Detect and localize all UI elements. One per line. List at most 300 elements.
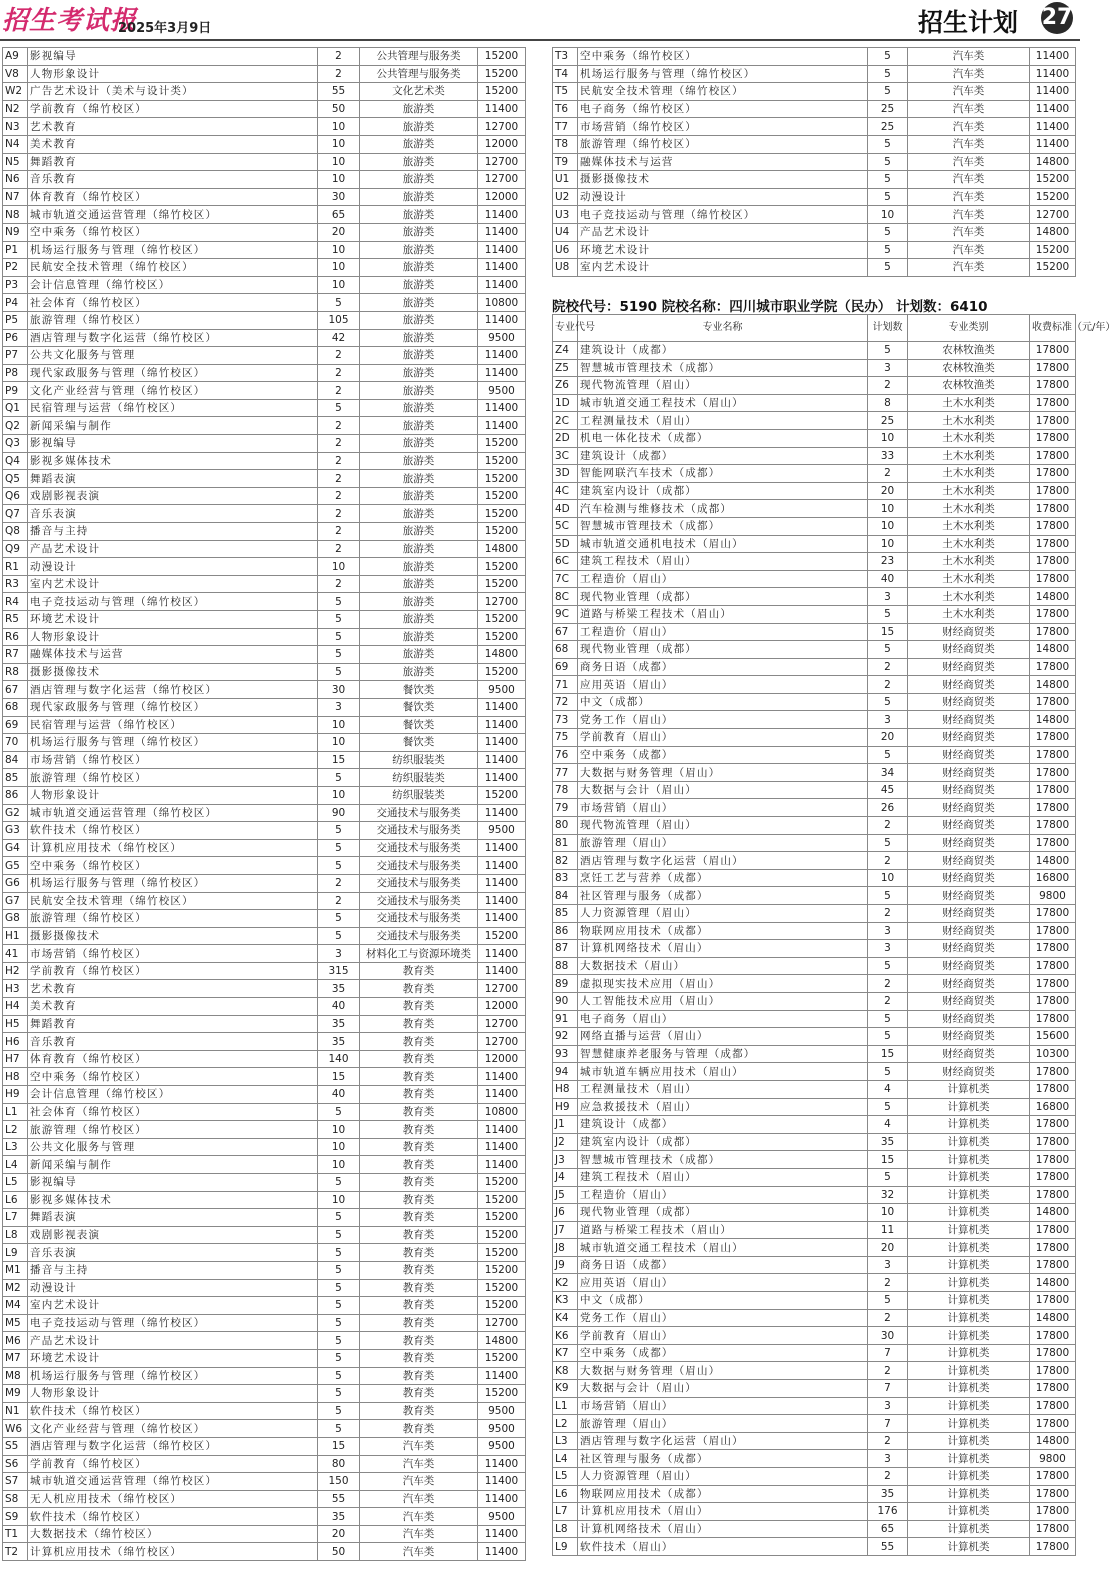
cell-code: 9C — [553, 605, 578, 623]
cell-code: K3 — [553, 1292, 578, 1310]
cell-code: M1 — [3, 1261, 28, 1279]
cell-fee: 17800 — [1030, 905, 1076, 923]
cell-category: 财经商贸类 — [908, 852, 1030, 870]
cell-fee: 12700 — [478, 593, 526, 611]
cell-code: Q4 — [3, 452, 28, 470]
cell-fee: 12700 — [1030, 206, 1076, 224]
cell-fee: 11400 — [478, 804, 526, 822]
table-row — [553, 676, 1076, 694]
cell-category: 财经商贸类 — [908, 693, 1030, 711]
table-row — [3, 980, 526, 998]
cell-count: 5 — [318, 1279, 360, 1297]
cell-code: H8 — [3, 1068, 28, 1086]
cell-count: 10 — [868, 869, 908, 887]
cell-count: 5 — [868, 241, 908, 259]
table-row — [3, 1209, 526, 1227]
cell-name: 产品艺术设计 — [28, 1332, 318, 1350]
cell-category: 教育类 — [360, 1332, 478, 1350]
cell-category: 财经商贸类 — [908, 1028, 1030, 1046]
cell-category: 计算机类 — [908, 1538, 1030, 1556]
cell-code: M8 — [3, 1367, 28, 1385]
cell-category: 教育类 — [360, 1349, 478, 1367]
table-row — [3, 1103, 526, 1121]
cell-name: 环境艺术设计 — [28, 611, 318, 629]
cell-name: 智慧健康养老服务与管理（成都） — [578, 1045, 868, 1063]
cell-code: 88 — [553, 957, 578, 975]
table-row — [553, 570, 1076, 588]
cell-category: 交通技术与服务类 — [360, 874, 478, 892]
table-row — [3, 435, 526, 453]
cell-name: 应用英语（眉山） — [578, 676, 868, 694]
cell-category: 计算机类 — [908, 1168, 1030, 1186]
cell-name: 空中乘务（成都） — [578, 746, 868, 764]
cell-count: 2 — [868, 905, 908, 923]
cell-category: 财经商贸类 — [908, 1045, 1030, 1063]
cell-count: 65 — [318, 206, 360, 224]
table-row — [553, 764, 1076, 782]
header-category: 专业类别 — [908, 315, 1030, 342]
enrollment-table-left — [2, 47, 526, 1561]
cell-code: U2 — [553, 188, 578, 206]
cell-count: 5 — [318, 769, 360, 787]
cell-category: 旅游类 — [360, 470, 478, 488]
cell-category: 教育类 — [360, 1314, 478, 1332]
cell-count: 35 — [318, 1508, 360, 1526]
cell-code: H7 — [3, 1050, 28, 1068]
cell-count: 5 — [868, 188, 908, 206]
cell-count: 2 — [318, 470, 360, 488]
cell-category: 教育类 — [360, 1050, 478, 1068]
cell-category: 财经商贸类 — [908, 658, 1030, 676]
cell-fee: 17800 — [1030, 1080, 1076, 1098]
cell-fee: 11400 — [1030, 48, 1076, 66]
table-row — [3, 1015, 526, 1033]
cell-fee: 15200 — [478, 1226, 526, 1244]
cell-name: 舞蹈表演 — [28, 1209, 318, 1227]
cell-code: L4 — [3, 1156, 28, 1174]
cell-code: 91 — [553, 1010, 578, 1028]
cell-code: Q2 — [3, 417, 28, 435]
cell-fee: 15200 — [478, 927, 526, 945]
cell-fee: 17800 — [1030, 429, 1076, 447]
table-row — [553, 658, 1076, 676]
cell-name: 无人机应用技术（绵竹校区） — [28, 1490, 318, 1508]
cell-name: 商务日语（成都） — [578, 1256, 868, 1274]
cell-category: 土木水利类 — [908, 553, 1030, 571]
table-row — [3, 1402, 526, 1420]
cell-name: 现代物流管理（眉山） — [578, 377, 868, 395]
table-row — [3, 628, 526, 646]
cell-fee: 17800 — [1030, 535, 1076, 553]
table-row — [553, 869, 1076, 887]
cell-category: 旅游类 — [360, 628, 478, 646]
cell-fee: 17800 — [1030, 623, 1076, 641]
cell-category: 财经商贸类 — [908, 623, 1030, 641]
cell-count: 2 — [868, 1432, 908, 1450]
cell-count: 2 — [868, 1309, 908, 1327]
cell-count: 7 — [868, 1380, 908, 1398]
cell-name: 工程造价（眉山） — [578, 1186, 868, 1204]
cell-fee: 10800 — [478, 294, 526, 312]
cell-category: 计算机类 — [908, 1344, 1030, 1362]
cell-count: 5 — [318, 1314, 360, 1332]
cell-code: J9 — [553, 1256, 578, 1274]
cell-count: 30 — [868, 1327, 908, 1345]
cell-category: 计算机类 — [908, 1133, 1030, 1151]
cell-name: 新闻采编与制作 — [28, 417, 318, 435]
cell-name: 文化产业经营与管理（绵竹校区） — [28, 1420, 318, 1438]
cell-count: 315 — [318, 962, 360, 980]
cell-count: 7 — [868, 1415, 908, 1433]
cell-name: 音乐教育 — [28, 1033, 318, 1051]
cell-name: 计算机应用技术（眉山） — [578, 1503, 868, 1521]
table-row — [3, 83, 526, 101]
cell-category: 旅游类 — [360, 206, 478, 224]
cell-code: N6 — [3, 171, 28, 189]
cell-fee: 11400 — [478, 698, 526, 716]
cell-name: 室内艺术设计 — [28, 1297, 318, 1315]
cell-category: 旅游类 — [360, 347, 478, 365]
cell-category: 旅游类 — [360, 593, 478, 611]
cell-category: 交通技术与服务类 — [360, 927, 478, 945]
header-count: 计划数 — [868, 315, 908, 342]
cell-name: 艺术教育 — [28, 118, 318, 136]
cell-code: G3 — [3, 822, 28, 840]
cell-code: T2 — [3, 1543, 28, 1561]
cell-category: 汽车类 — [908, 206, 1030, 224]
cell-count: 3 — [868, 588, 908, 606]
table-row — [3, 311, 526, 329]
table-row — [553, 223, 1076, 241]
cell-category: 纺织服装类 — [360, 786, 478, 804]
cell-name: 建筑工程技术（眉山） — [578, 1168, 868, 1186]
cell-name: 空中乘务（绵竹校区） — [28, 1068, 318, 1086]
table-row — [553, 623, 1076, 641]
cell-fee: 11400 — [478, 100, 526, 118]
cell-code: L4 — [553, 1450, 578, 1468]
cell-code: 4D — [553, 500, 578, 518]
cell-name: 旅游管理（绵竹校区） — [28, 1121, 318, 1139]
cell-name: 大数据技术（绵竹校区） — [28, 1525, 318, 1543]
cell-code: 78 — [553, 781, 578, 799]
table-row — [3, 698, 526, 716]
cell-category: 教育类 — [360, 1033, 478, 1051]
table-row — [553, 1221, 1076, 1239]
cell-fee: 15200 — [478, 1209, 526, 1227]
cell-code: 3D — [553, 465, 578, 483]
cell-code: N1 — [3, 1402, 28, 1420]
cell-count: 5 — [318, 294, 360, 312]
cell-code: 80 — [553, 817, 578, 835]
cell-fee: 15200 — [478, 1349, 526, 1367]
cell-category: 材料化工与资源环境类 — [360, 945, 478, 963]
cell-count: 34 — [868, 764, 908, 782]
cell-name: 电子竞技运动与管理（绵竹校区） — [28, 1314, 318, 1332]
cell-name: 空中乘务（成都） — [578, 1344, 868, 1362]
cell-count: 90 — [318, 804, 360, 822]
table-row — [3, 347, 526, 365]
cell-fee: 17800 — [1030, 377, 1076, 395]
cell-name: 旅游管理（绵竹校区） — [28, 769, 318, 787]
cell-name: 机场运行服务与管理（绵竹校区） — [28, 1367, 318, 1385]
cell-name: 旅游管理（绵竹校区） — [28, 910, 318, 928]
cell-category: 教育类 — [360, 1138, 478, 1156]
table-row — [553, 465, 1076, 483]
cell-code: J7 — [553, 1221, 578, 1239]
header-name: 专业名称 — [578, 315, 868, 342]
table-row — [553, 241, 1076, 259]
cell-category: 教育类 — [360, 1191, 478, 1209]
table-row — [3, 1297, 526, 1315]
cell-code: 79 — [553, 799, 578, 817]
cell-fee: 12700 — [478, 171, 526, 189]
cell-category: 计算机类 — [908, 1098, 1030, 1116]
table-row — [553, 553, 1076, 571]
cell-fee: 11400 — [1030, 135, 1076, 153]
cell-category: 财经商贸类 — [908, 975, 1030, 993]
cell-category: 财经商贸类 — [908, 641, 1030, 659]
cell-category: 旅游类 — [360, 364, 478, 382]
cell-category: 教育类 — [360, 1086, 478, 1104]
cell-fee: 17800 — [1030, 781, 1076, 799]
table-row — [553, 48, 1076, 66]
cell-name: 软件技术（绵竹校区） — [28, 822, 318, 840]
cell-fee: 14800 — [1030, 223, 1076, 241]
cell-category: 教育类 — [360, 1402, 478, 1420]
cell-code: 93 — [553, 1045, 578, 1063]
table-row — [553, 482, 1076, 500]
cell-fee: 17800 — [1030, 1415, 1076, 1433]
cell-count: 30 — [318, 681, 360, 699]
cell-fee: 11400 — [478, 1525, 526, 1543]
cell-name: 播音与主持 — [28, 1261, 318, 1279]
cell-category: 汽车类 — [908, 100, 1030, 118]
cell-count: 3 — [318, 945, 360, 963]
cell-category: 旅游类 — [360, 118, 478, 136]
cell-count: 5 — [318, 822, 360, 840]
cell-count: 11 — [868, 1221, 908, 1239]
cell-code: N4 — [3, 135, 28, 153]
cell-code: U3 — [553, 206, 578, 224]
cell-category: 交通技术与服务类 — [360, 892, 478, 910]
cell-fee: 15200 — [478, 83, 526, 101]
cell-category: 旅游类 — [360, 223, 478, 241]
table-row — [3, 751, 526, 769]
cell-code: L1 — [553, 1397, 578, 1415]
cell-fee: 14800 — [1030, 1274, 1076, 1292]
cell-fee: 17800 — [1030, 940, 1076, 958]
cell-name: 智慧城市管理技术（成都） — [578, 517, 868, 535]
table-row — [3, 1174, 526, 1192]
cell-code: L9 — [553, 1538, 578, 1556]
table-row — [553, 746, 1076, 764]
table-row — [3, 1455, 526, 1473]
table-row — [553, 1256, 1076, 1274]
cell-code: A9 — [3, 48, 28, 66]
cell-category: 土木水利类 — [908, 588, 1030, 606]
cell-code: W2 — [3, 83, 28, 101]
cell-category: 旅游类 — [360, 100, 478, 118]
cell-code: T3 — [553, 48, 578, 66]
cell-fee: 17800 — [1030, 1292, 1076, 1310]
cell-fee: 15200 — [478, 505, 526, 523]
cell-fee: 11400 — [478, 399, 526, 417]
table-row — [3, 1261, 526, 1279]
cell-category: 汽车类 — [908, 65, 1030, 83]
cell-count: 5 — [318, 927, 360, 945]
cell-count: 5 — [868, 153, 908, 171]
cell-count: 25 — [868, 412, 908, 430]
cell-count: 5 — [868, 83, 908, 101]
cell-fee: 14800 — [1030, 1309, 1076, 1327]
cell-name: 酒店管理与数字化运营（眉山） — [578, 852, 868, 870]
cell-name: 大数据与会计（眉山） — [578, 1380, 868, 1398]
cell-name: 民宿管理与运营（绵竹校区） — [28, 716, 318, 734]
table-row — [3, 540, 526, 558]
table-row — [553, 922, 1076, 940]
cell-fee: 11400 — [478, 241, 526, 259]
table-row — [3, 1349, 526, 1367]
cell-fee: 11400 — [478, 962, 526, 980]
cell-name: 音乐表演 — [28, 1244, 318, 1262]
table-row — [553, 429, 1076, 447]
cell-name: 烹饪工艺与营养（成都） — [578, 869, 868, 887]
table-row — [3, 910, 526, 928]
cell-name: 计算机网络技术（眉山） — [578, 1520, 868, 1538]
table-row — [3, 417, 526, 435]
cell-count: 5 — [868, 746, 908, 764]
cell-count: 3 — [868, 940, 908, 958]
cell-fee: 17800 — [1030, 1133, 1076, 1151]
cell-count: 5 — [318, 910, 360, 928]
cell-code: J5 — [553, 1186, 578, 1204]
cell-code: S5 — [3, 1437, 28, 1455]
cell-category: 旅游类 — [360, 329, 478, 347]
cell-code: V8 — [3, 65, 28, 83]
cell-name: 旅游管理（眉山） — [578, 834, 868, 852]
cell-category: 财经商贸类 — [908, 817, 1030, 835]
table-row — [553, 905, 1076, 923]
cell-count: 2 — [868, 817, 908, 835]
cell-fee: 15200 — [478, 663, 526, 681]
cell-code: L2 — [3, 1121, 28, 1139]
cell-fee: 12700 — [478, 118, 526, 136]
cell-category: 计算机类 — [908, 1397, 1030, 1415]
cell-count: 10 — [868, 535, 908, 553]
table-row — [553, 1468, 1076, 1486]
cell-name: 舞蹈表演 — [28, 470, 318, 488]
cell-category: 计算机类 — [908, 1256, 1030, 1274]
cell-name: 市场营销（眉山） — [578, 1397, 868, 1415]
cell-code: W6 — [3, 1420, 28, 1438]
cell-category: 教育类 — [360, 1279, 478, 1297]
cell-name: 音乐表演 — [28, 505, 318, 523]
cell-fee: 12000 — [478, 188, 526, 206]
cell-name: 动漫设计 — [28, 558, 318, 576]
cell-category: 财经商贸类 — [908, 711, 1030, 729]
table-row — [3, 1508, 526, 1526]
table-row — [553, 588, 1076, 606]
cell-code: T5 — [553, 83, 578, 101]
table-row — [3, 804, 526, 822]
table-row — [3, 734, 526, 752]
table-row — [553, 1415, 1076, 1433]
cell-code: L5 — [553, 1468, 578, 1486]
cell-name: 建筑室内设计（成都） — [578, 482, 868, 500]
table-row — [3, 1437, 526, 1455]
cell-name: 道路与桥梁工程技术（眉山） — [578, 605, 868, 623]
cell-category: 计算机类 — [908, 1239, 1030, 1257]
cell-category: 计算机类 — [908, 1485, 1030, 1503]
cell-name: 城市轨道交通运营管理（绵竹校区） — [28, 804, 318, 822]
cell-name: 美术教育 — [28, 998, 318, 1016]
cell-category: 旅游类 — [360, 523, 478, 541]
cell-name: 空中乘务（绵竹校区） — [28, 223, 318, 241]
cell-name: 体育教育（绵竹校区） — [28, 188, 318, 206]
cell-code: 67 — [3, 681, 28, 699]
cell-count: 5 — [318, 1209, 360, 1227]
cell-code: S8 — [3, 1490, 28, 1508]
table-row — [553, 1274, 1076, 1292]
cell-category: 财经商贸类 — [908, 992, 1030, 1010]
cell-category: 餐饮类 — [360, 734, 478, 752]
cell-code: L6 — [553, 1485, 578, 1503]
cell-name: 物联网应用技术（成都） — [578, 922, 868, 940]
cell-count: 40 — [868, 570, 908, 588]
cell-category: 教育类 — [360, 1156, 478, 1174]
cell-name: 软件技术（绵竹校区） — [28, 1508, 318, 1526]
cell-fee: 11400 — [478, 417, 526, 435]
table-row — [553, 1028, 1076, 1046]
cell-fee: 11400 — [478, 259, 526, 277]
cell-count: 65 — [868, 1520, 908, 1538]
table-row — [553, 1098, 1076, 1116]
cell-count: 2 — [318, 452, 360, 470]
table-row — [3, 1525, 526, 1543]
cell-fee: 17800 — [1030, 359, 1076, 377]
cell-name: 舞蹈教育 — [28, 153, 318, 171]
cell-count: 3 — [318, 698, 360, 716]
cell-code: K7 — [553, 1344, 578, 1362]
cell-category: 交通技术与服务类 — [360, 822, 478, 840]
cell-fee: 17800 — [1030, 992, 1076, 1010]
cell-code: J8 — [553, 1239, 578, 1257]
cell-category: 土木水利类 — [908, 535, 1030, 553]
cell-name: 动漫设计 — [578, 188, 868, 206]
cell-fee: 15200 — [478, 1279, 526, 1297]
cell-category: 旅游类 — [360, 382, 478, 400]
cell-name: 旅游管理（绵竹校区） — [578, 135, 868, 153]
cell-code: 8C — [553, 588, 578, 606]
cell-code: 90 — [553, 992, 578, 1010]
cell-category: 旅游类 — [360, 487, 478, 505]
cell-fee: 11400 — [478, 751, 526, 769]
cell-category: 汽车类 — [908, 118, 1030, 136]
cell-fee: 17800 — [1030, 817, 1076, 835]
cell-fee: 11400 — [478, 364, 526, 382]
cell-category: 土木水利类 — [908, 482, 1030, 500]
cell-name: 民宿管理与运营（绵竹校区） — [28, 399, 318, 417]
cell-code: N9 — [3, 223, 28, 241]
cell-category: 教育类 — [360, 1209, 478, 1227]
cell-count: 5 — [318, 857, 360, 875]
cell-fee: 11400 — [478, 839, 526, 857]
cell-fee: 17800 — [1030, 1538, 1076, 1556]
table-row — [553, 729, 1076, 747]
cell-fee: 17800 — [1030, 729, 1076, 747]
table-row — [553, 188, 1076, 206]
cell-fee: 11400 — [478, 1156, 526, 1174]
